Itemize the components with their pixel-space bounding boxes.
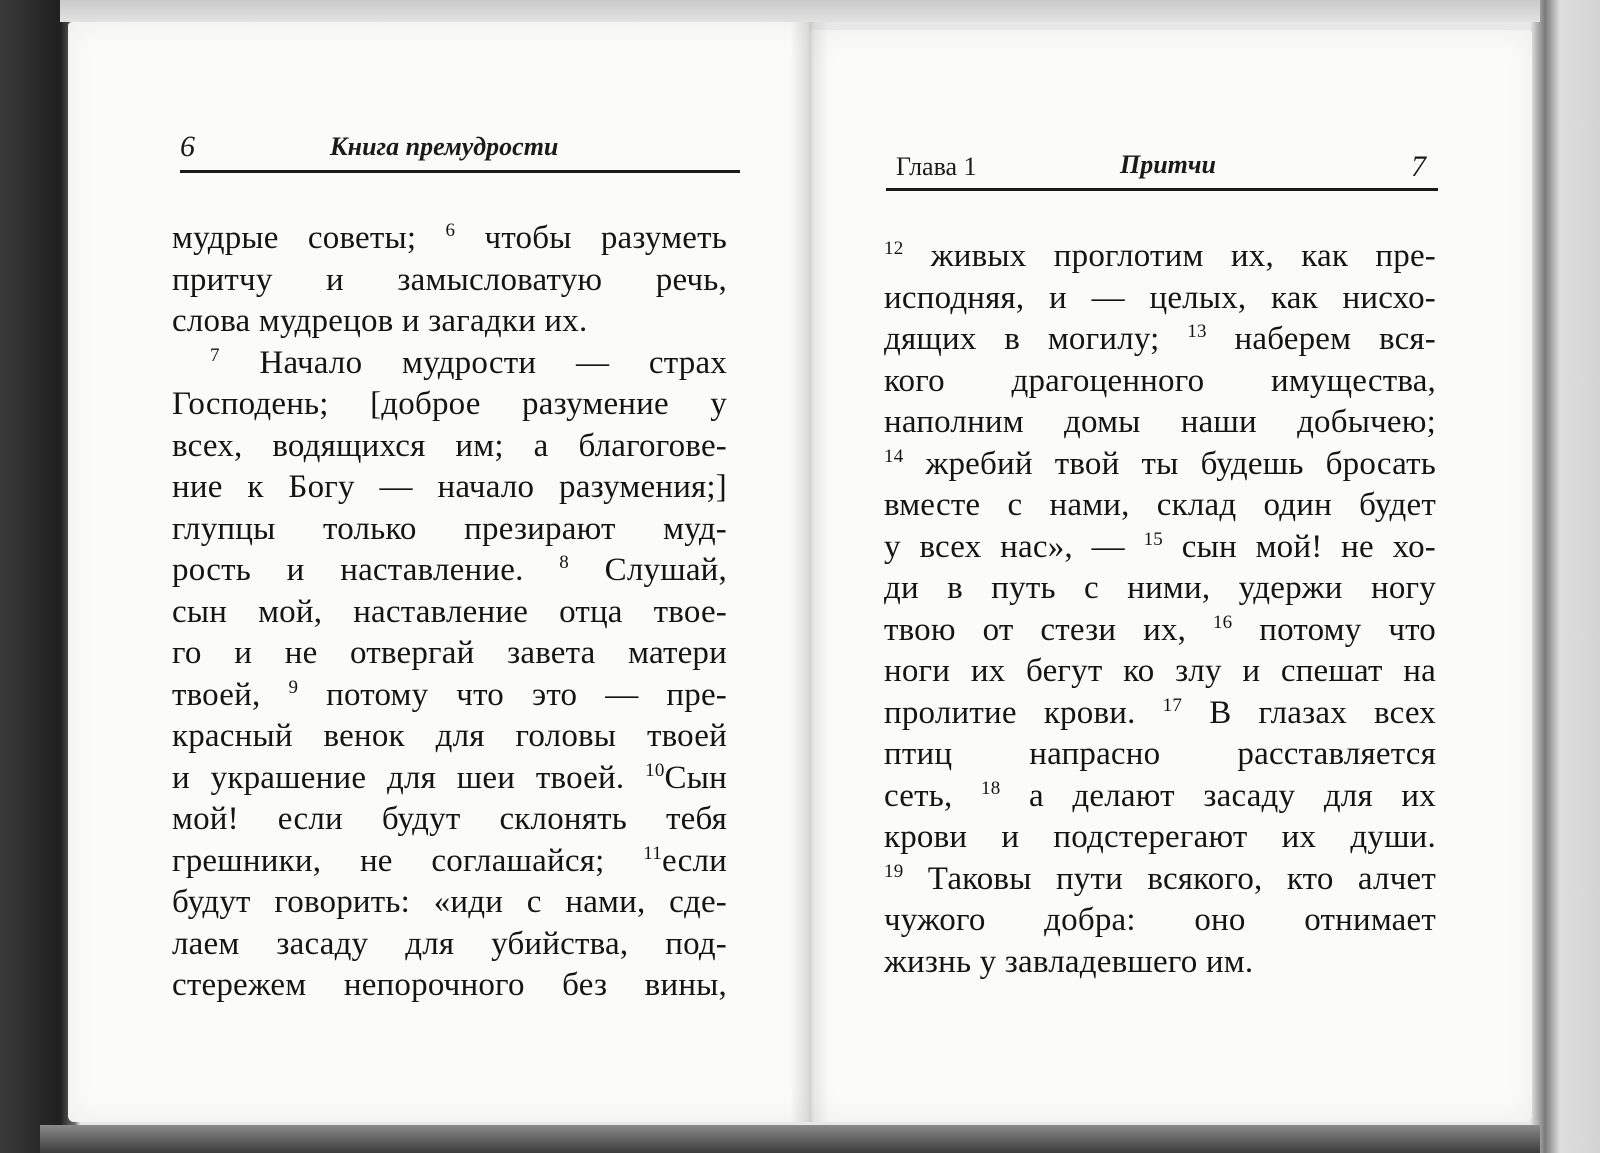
line-text: живых проглотим их, как пре- [903, 238, 1436, 274]
line-text: птиц напрасно расставляется [884, 736, 1436, 772]
line-text: сын мой, наставление отца твое- [172, 593, 727, 630]
line-text: кого драгоценного имущества, [884, 362, 1436, 399]
text-line [884, 693, 1436, 735]
running-title: Притчи [1120, 150, 1217, 179]
line-text: исподняя, и — целых, как нисхо- [884, 279, 1436, 316]
right-page-text [884, 236, 1436, 983]
text-line [884, 900, 1436, 942]
text-line [884, 776, 1436, 818]
verse-number: 19 [884, 860, 904, 882]
text-line [884, 485, 1436, 527]
verse-number: 9 [288, 676, 299, 698]
verse-number: 17 [1162, 694, 1183, 716]
verse-number: 6 [445, 220, 456, 241]
line-text: мудрые советы; [172, 220, 446, 256]
line-text: дящих в могилу; [884, 321, 1188, 357]
line-text: а делают засаду для их [1000, 777, 1436, 814]
text-line [172, 218, 727, 260]
text-line [884, 278, 1436, 320]
line-text: наполним домы наши добычею; [884, 404, 1436, 440]
line-text: твою от стези их, [884, 611, 1213, 648]
text-line [172, 550, 727, 592]
line-text: если [661, 842, 727, 879]
text-line [884, 568, 1436, 610]
text-line [172, 301, 727, 343]
text-line [884, 942, 1436, 984]
line-text: будут говорить: «иди с нами, сде- [172, 884, 727, 920]
line-text: пролитие крови. [884, 694, 1163, 731]
text-line [172, 384, 727, 426]
verse-number: 16 [1212, 611, 1233, 633]
text-line [172, 716, 727, 758]
line-text: го и не отвергай завета матери [172, 635, 727, 671]
text-line [884, 444, 1436, 486]
line-text: Господень; [доброе разумение у [172, 386, 727, 422]
line-text: лаем засаду для убийства, под- [172, 925, 727, 962]
text-line [884, 610, 1436, 652]
verse-number: 10 [645, 759, 665, 781]
right-page-header [886, 148, 1438, 191]
line-text: ние к Богу — начало разумения;] [172, 469, 727, 505]
chapter-label: Глава 1 [896, 152, 977, 181]
line-text: сын мой! не хо- [1163, 528, 1436, 565]
line-text: сеть, [884, 777, 981, 814]
text-line [172, 467, 727, 509]
line-text: всех, водящихся им; а благогове- [172, 427, 727, 464]
line-text: вместе с нами, склад один будет [884, 487, 1436, 523]
text-line [172, 260, 727, 302]
line-text: красный венок для головы твоей [172, 718, 727, 754]
verse-number: 8 [559, 552, 569, 573]
page-number: 7 [1411, 150, 1426, 183]
left-page-header [180, 130, 740, 173]
line-text: Начало мудрости — страх [219, 344, 727, 381]
line-text: притчу и замысловатую речь, [172, 261, 727, 298]
line-text: чужого добра: оно отнимает [884, 902, 1436, 938]
line-text: слова мудрецов и загадки их. [172, 303, 588, 339]
text-line [172, 633, 727, 675]
text-line [172, 592, 727, 634]
text-line [172, 343, 727, 385]
verse-number: 15 [1143, 528, 1163, 550]
line-text: Таковы пути всякого, кто алчет [903, 860, 1436, 897]
running-title: Книга премудрости [330, 132, 559, 161]
text-line [172, 675, 727, 717]
line-text: потому что [1232, 611, 1437, 648]
line-text: жребий твой ты будешь бросать [903, 445, 1436, 482]
text-line [172, 426, 727, 468]
text-line [172, 509, 727, 551]
text-line [884, 319, 1436, 361]
line-text: Слушай, [568, 552, 727, 588]
text-line [884, 236, 1436, 278]
text-line [884, 402, 1436, 444]
line-text: потому что это — пре- [298, 676, 727, 713]
line-text: стережем непорочного без вины, [172, 967, 727, 1003]
line-text: глупцы только презирают муд- [172, 510, 727, 547]
left-page [68, 22, 810, 1122]
right-page [810, 30, 1532, 1122]
line-text: чтобы разуметь [455, 220, 727, 256]
text-line [172, 882, 727, 924]
line-text: жизнь у завладевшего им. [884, 943, 1254, 980]
text-line [884, 651, 1436, 693]
line-text: рость и наставление. [172, 552, 560, 588]
line-text: наберем вся- [1206, 321, 1436, 357]
text-line [172, 841, 727, 883]
text-line [884, 734, 1436, 776]
line-text: Сын [664, 759, 727, 796]
line-text: крови и подстерегают их души. [884, 819, 1436, 855]
text-line [172, 965, 727, 1007]
verse-number: 7 [210, 344, 220, 366]
verse-number: 12 [884, 238, 904, 259]
text-line [884, 361, 1436, 403]
text-line [884, 817, 1436, 859]
verse-number: 18 [981, 777, 1001, 799]
text-line [172, 924, 727, 966]
verse-number: 14 [884, 445, 904, 467]
book-edge-top [60, 0, 1540, 22]
line-text: мой! если будут склонять тебя [172, 801, 727, 837]
verse-number: 11 [643, 842, 662, 864]
line-text: и украшение для шеи твоей. [172, 759, 646, 796]
line-text: ноги их бегут ко злу и спешат на [884, 653, 1436, 689]
text-line [884, 527, 1436, 569]
line-text: твоей, [172, 676, 289, 713]
text-line [884, 859, 1436, 901]
line-text: у всех нас», — [884, 528, 1144, 565]
text-line [172, 758, 727, 800]
book-gutter [790, 22, 830, 1122]
line-text: ди в путь с ними, удержи ногу [884, 570, 1436, 606]
page-number: 6 [180, 130, 195, 163]
line-text: грешники, не соглашайся; [172, 842, 644, 879]
book-cover-edge [40, 1125, 1540, 1153]
left-page-text [172, 218, 727, 1007]
line-text: В глазах всех [1182, 694, 1436, 731]
text-line [172, 799, 727, 841]
verse-number: 13 [1187, 321, 1207, 342]
